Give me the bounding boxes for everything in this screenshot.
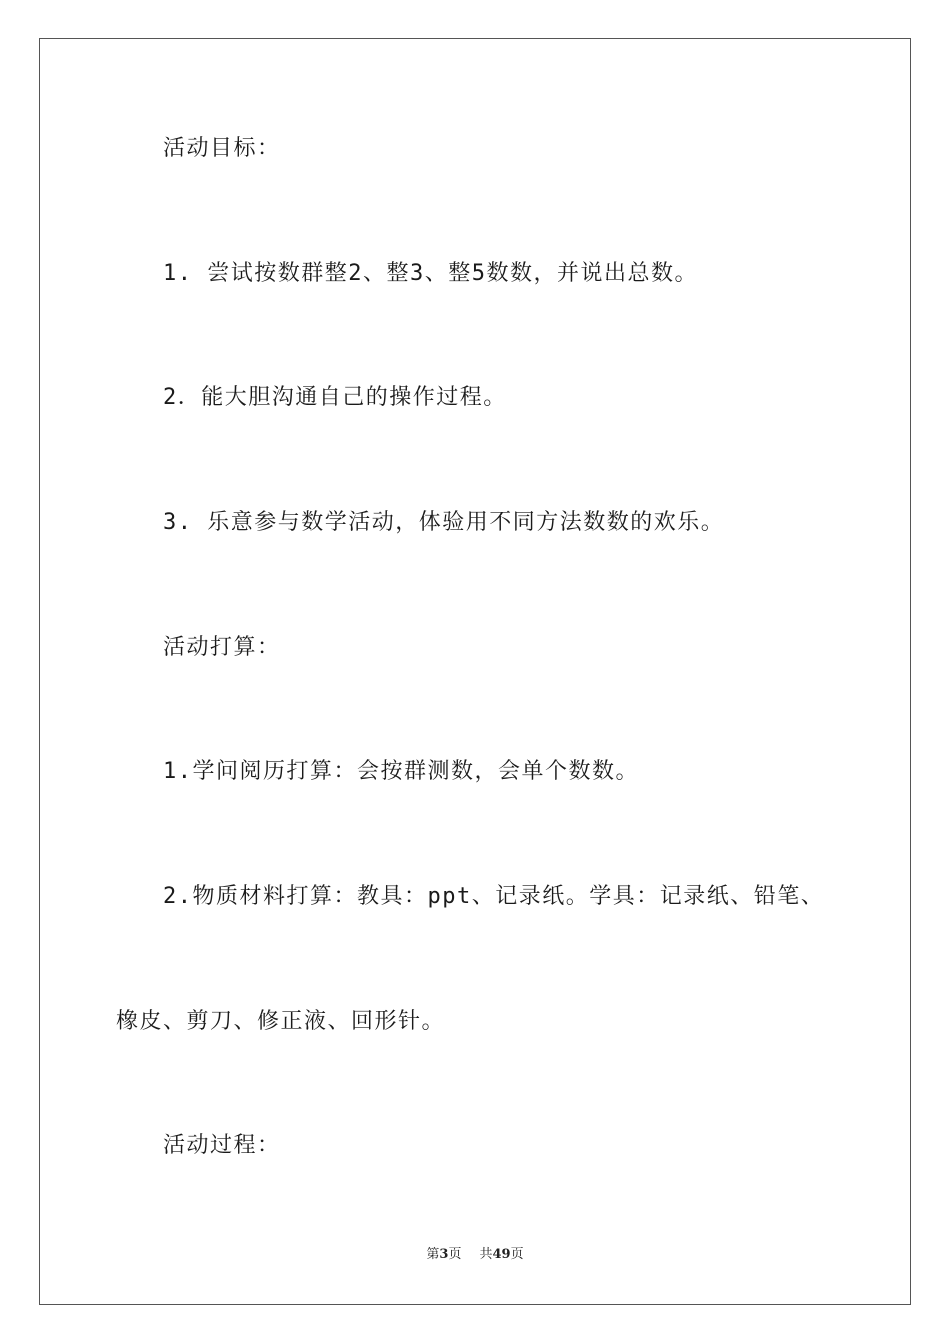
preparation-item-1: 1.学问阅历打算：会按群测数，会单个数数。 xyxy=(163,759,639,784)
section-heading-process: 活动过程： xyxy=(163,1133,281,1158)
footer-page-suffix: 页 xyxy=(448,1247,462,1262)
page-footer xyxy=(0,1246,950,1264)
footer-total-suffix: 页 xyxy=(510,1247,524,1262)
footer-total-pages: 49 xyxy=(492,1247,511,1262)
section-heading-objectives: 活动目标： xyxy=(163,136,281,161)
footer-page-prefix: 第 xyxy=(426,1247,440,1262)
section-heading-preparation: 活动打算： xyxy=(163,635,281,660)
objective-item-1: 1. 尝试按数群整2、整3、整5数数，并说出总数。 xyxy=(163,261,698,286)
page-frame xyxy=(39,38,911,1305)
objective-item-3: 3. 乐意参与数学活动，体验用不同方法数数的欢乐。 xyxy=(163,510,725,535)
footer-total-prefix: 共 xyxy=(479,1247,493,1262)
preparation-item-2: 2.物质材料打算：教具：ppt、记录纸。学具：记录纸、铅笔、 xyxy=(163,884,825,909)
footer-page-number: 3 xyxy=(439,1247,449,1262)
objective-item-2: 2．能大胆沟通自己的操作过程。 xyxy=(163,385,507,410)
preparation-item-2-continued: 橡皮、剪刀、修正液、回形针。 xyxy=(116,1009,446,1034)
